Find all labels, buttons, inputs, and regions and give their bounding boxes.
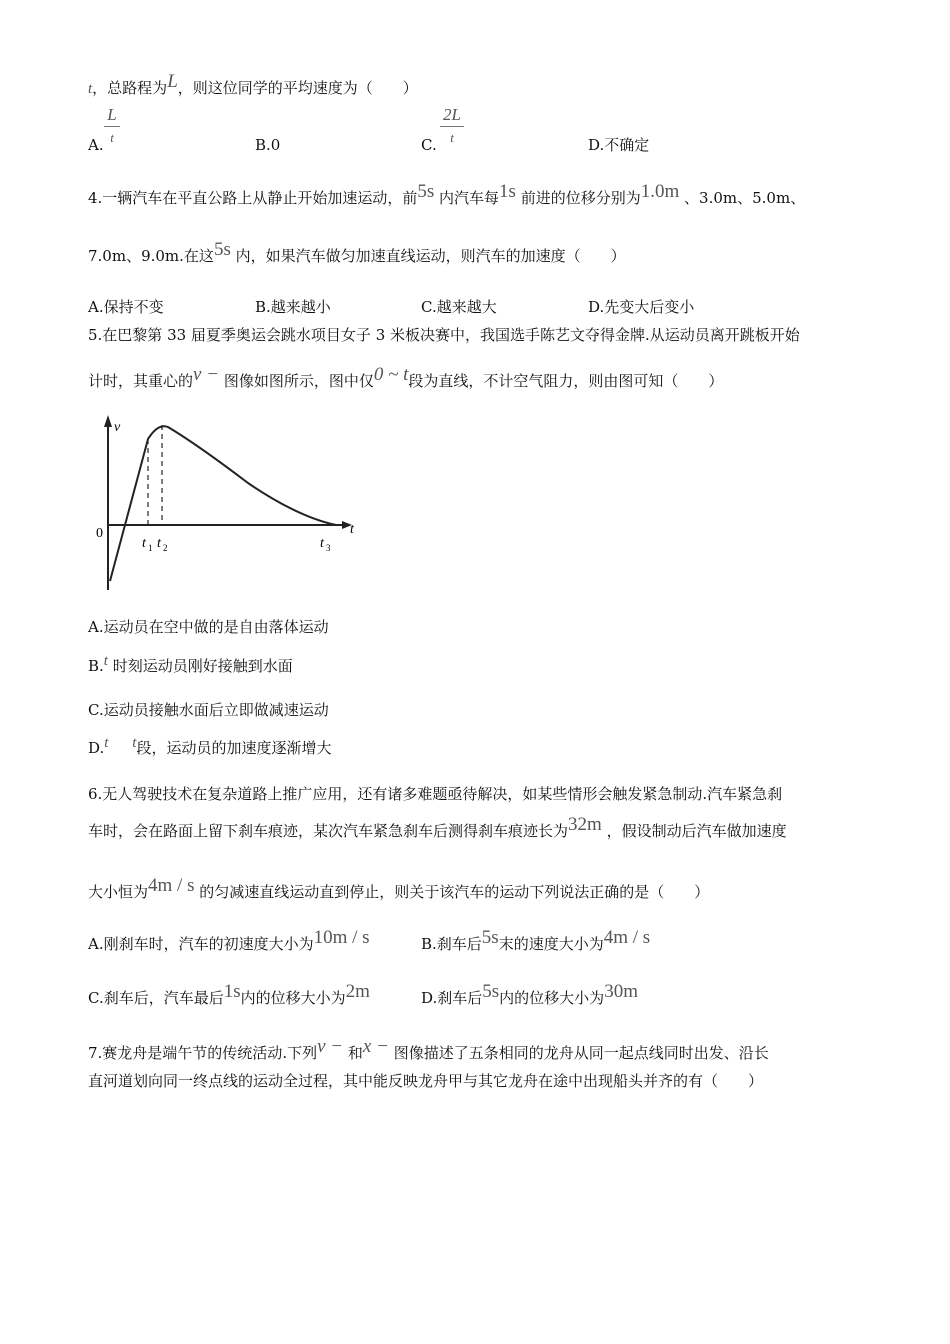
fraction-denominator: t [450, 130, 454, 145]
y-axis-arrow-icon [104, 415, 112, 427]
q7-stem-line2: 直河道划向同一终点线的运动全过程，其中能反映龙舟甲与其它龙舟在途中出现船头并齐的有（ ） [88, 1072, 764, 1090]
option-c[interactable]: C.越来越大 [421, 298, 497, 316]
option-d[interactable]: D.不确定 [588, 136, 650, 154]
q7-stem-line1: 7.赛龙舟是端午节的传统活动.下列v − 和x − 图像描述了五条相同的龙舟从同一起点线同时出发、沿长 [88, 1036, 769, 1062]
option-d[interactable]: D.t t段，运动员的加速度逐渐增大 [88, 735, 332, 757]
t2-label: t [157, 536, 161, 551]
vt-graph [88, 405, 378, 595]
q5-stem-line1: 5.在巴黎第 33 届夏季奥运会跳水项目女子 3 米板决赛中，我国选手陈艺文夺得金牌.从运动员离开跳板开始 [88, 326, 800, 344]
q4-stem-line2: 7.0m、9.0m.在这5s 内，如果汽车做匀加速直线运动，则汽车的加速度（ ） [88, 239, 626, 265]
velocity-curve [110, 426, 336, 581]
option-a[interactable]: A.保持不变 [88, 298, 164, 316]
option-b[interactable]: B.刹车后5s末的速度大小为4m / s [421, 927, 651, 953]
option-a[interactable]: A.运动员在空中做的是自由落体运动 [88, 618, 329, 636]
option-b[interactable]: B.越来越小 [255, 298, 331, 316]
fraction-numerator: L [104, 104, 120, 127]
y-axis-label: v [114, 420, 121, 435]
q6-stem-line1: 6.无人驾驶技术在复杂道路上推广应用，还有诸多难题亟待解决，如某些情形会触发紧急制动.汽车紧急刹 [88, 785, 783, 803]
t1-label: t [142, 536, 146, 551]
option-d[interactable]: D.刹车后5s内的位移大小为30m [421, 981, 638, 1007]
t3-label: t [320, 536, 324, 551]
t1-subscript: 1 [148, 543, 153, 553]
option-a[interactable]: A. [88, 136, 104, 154]
math-var: t [88, 81, 93, 97]
option-d[interactable]: D.先变大后变小 [588, 298, 695, 316]
option-b[interactable]: B.t 时刻运动员刚好接触到水面 [88, 653, 293, 675]
q5-stem-line2: 计时，其重心的v − 图像如图所示，图中仅0 ~ t段为直线，不计空气阻力，则由图可知（ ） [88, 364, 724, 390]
q3-stem: t，总路程为L，则这位同学的平均速度为（ ） [88, 71, 418, 97]
fraction-denominator: t [110, 130, 114, 145]
x-axis-label: t [350, 522, 354, 537]
q4-stem-line1: 4.一辆汽车在平直公路上从静止开始加速运动，前5s 内汽车每1s 前进的位移分别为1.0m 、3.0m、5.0m、 [88, 181, 806, 207]
option-a[interactable]: A.刚刹车时，汽车的初速度大小为10m / s [88, 927, 370, 953]
origin-label: 0 [96, 526, 103, 541]
fraction-numerator: 2L [440, 104, 464, 127]
option-c[interactable]: C.刹车后，汽车最后1s内的位移大小为2m [88, 981, 370, 1007]
t3-subscript: 3 [326, 543, 331, 553]
q6-stem-line3: 大小恒为4m / s 的匀减速直线运动直到停止，则关于该汽车的运动下列说法正确的是（ ） [88, 875, 710, 901]
option-c[interactable]: C. [421, 136, 437, 154]
q6-stem-line2: 车时，会在路面上留下刹车痕迹，某次汽车紧急刹车后测得刹车痕迹长为32m ，假设制动后汽车做加速度 [88, 814, 787, 840]
option-c[interactable]: C.运动员接触水面后立即做减速运动 [88, 701, 329, 719]
t2-subscript: 2 [163, 543, 168, 553]
option-b[interactable]: B.0 [255, 136, 281, 154]
